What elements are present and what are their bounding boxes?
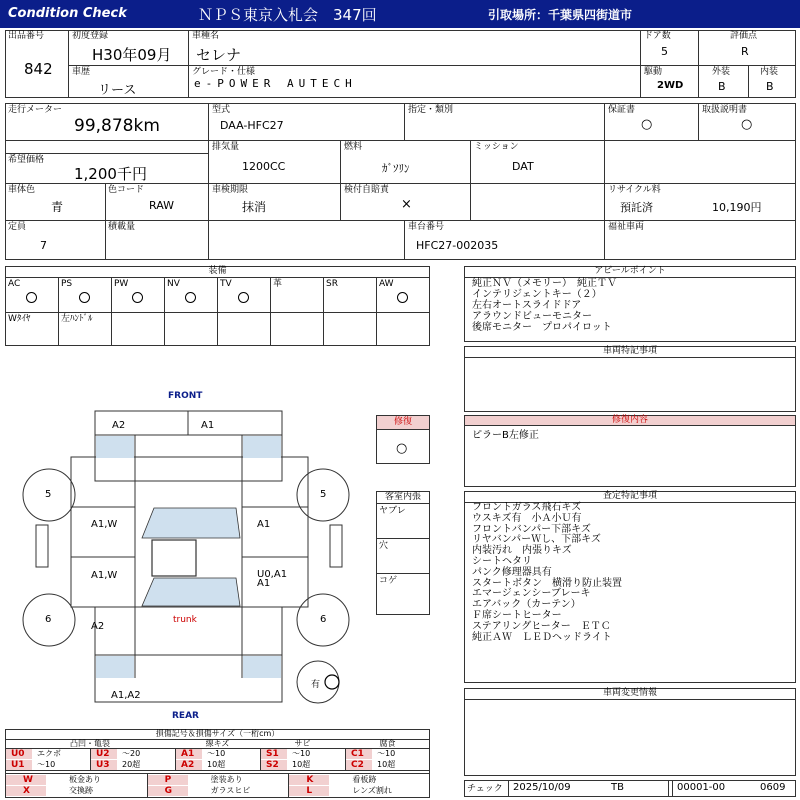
inspection-note-line: フロントバンパー下部キズ xyxy=(472,523,591,535)
wheel-rear-left: 6 xyxy=(45,614,52,625)
legend-desc: ～10 xyxy=(207,749,226,758)
equipment-col-3: NV xyxy=(167,279,180,289)
inspection-notes-title: 査定特記事項 xyxy=(602,491,657,501)
legend-code: S2 xyxy=(266,760,279,770)
change-info-frame xyxy=(464,688,796,776)
equipment-col-4: TV xyxy=(220,279,232,289)
designation-label: 指定・類別 xyxy=(408,105,454,115)
mission-value: DAT xyxy=(512,160,534,173)
repair-detail-title: 修復内容 xyxy=(611,415,648,425)
fuel-value: ｶﾞｿﾘﾝ xyxy=(382,162,410,175)
legend-code: U2 xyxy=(96,749,110,759)
legend-desc: 板金あり xyxy=(69,775,101,784)
diagram-label-front-right: A1 xyxy=(201,420,215,431)
inspection-note-line: ウスキズ有 小Ａ小Ｕ有 xyxy=(472,512,582,524)
equipment-col-7: AW xyxy=(379,279,394,289)
interior-label: 内装 xyxy=(760,67,779,77)
equipment-mark-7 xyxy=(397,292,408,303)
equipment-title: 装備 xyxy=(208,266,227,276)
inspection-note-line: ステアリングヒーター ＥＴＣ xyxy=(472,620,611,632)
recycle-value: 10,190円 xyxy=(712,201,762,214)
legend-desc: ～10 xyxy=(377,749,396,758)
legend-desc: エクボ xyxy=(37,749,61,758)
mileage-label: 走行メーター xyxy=(8,105,63,115)
diagram-label-right-rear-door: U0,A1 A1 xyxy=(257,569,288,589)
legend-desc: 看板跡 xyxy=(352,775,377,784)
legend-desc: 塗装あり xyxy=(210,775,243,784)
legend-code: U3 xyxy=(96,760,110,770)
equipment-col-0: AC xyxy=(8,279,21,289)
legend-desc: 10超 xyxy=(292,760,311,769)
appeal-lines xyxy=(472,278,617,333)
inspection-note-line: エマージェンシーブレーキ xyxy=(472,588,591,600)
appeal-line: 左右オートスライドドア xyxy=(472,300,582,311)
appeal-title: アピールポイント xyxy=(594,266,666,276)
appeal-line: 後席モニター プロパイロット xyxy=(472,322,612,333)
inspection-note-line: スタートボタン 横滑り防止装置 xyxy=(472,577,622,589)
legend-group-2: サビ xyxy=(294,739,311,748)
lot-label: 出品番号 xyxy=(8,31,45,41)
appeal-line: アラウンドビューモニター xyxy=(472,311,592,322)
equipment-mark-1 xyxy=(79,292,90,303)
cabin-title: 客室内張 xyxy=(384,492,421,502)
insurance-value: × xyxy=(401,197,412,212)
welfare-label: 福祉車両 xyxy=(608,222,645,232)
legend-code: W xyxy=(23,775,33,785)
legend-desc: ～10 xyxy=(292,749,311,758)
spare-tire-label: 有 xyxy=(311,680,321,690)
inspection-note-line: 内装汚れ 内張りキズ xyxy=(472,545,572,557)
legend-desc: ～10 xyxy=(37,760,56,769)
inspection-note-line: パンク修理器具有 xyxy=(472,566,552,578)
doors-label: ドア数 xyxy=(644,31,671,41)
legend-code: A1 xyxy=(181,749,195,759)
legend-desc: レンズ割れ xyxy=(352,786,392,795)
history-label: 車歴 xyxy=(72,67,91,77)
footer-code: TB xyxy=(611,782,624,793)
equipment-col-5: 革 xyxy=(273,279,283,289)
legend-group-1: 線キズ xyxy=(205,739,230,748)
body-color-value: 青 xyxy=(51,200,64,214)
model-label: 型式 xyxy=(212,105,231,115)
appeal-line: インテリジェントキー（２） xyxy=(472,289,602,300)
interior-value: B xyxy=(766,80,774,93)
insurance-label: 検付自賠責 xyxy=(344,185,390,195)
score-value: R xyxy=(741,45,749,58)
legend-desc: 10超 xyxy=(207,760,226,769)
legend-desc: ガラスヒビ xyxy=(210,786,251,795)
drive-value: 2WD xyxy=(657,80,684,91)
header-bar xyxy=(0,0,800,28)
diagram-label-left-front-door: A1,W xyxy=(91,519,118,530)
equipment-col-2: PW xyxy=(114,279,129,289)
legend-code: X xyxy=(23,786,30,796)
diagram-label-left-rear: A2 xyxy=(91,621,105,632)
legend-code: K xyxy=(306,775,314,785)
score-label: 評価点 xyxy=(730,31,758,41)
grade-label: グレード・仕様 xyxy=(192,67,256,77)
model-value: DAA-HFC27 xyxy=(220,119,284,132)
footer-check-label: チェック xyxy=(467,784,503,794)
inspection-note-line: 純正ＡＷ ＬＥＤヘッドライト xyxy=(472,631,612,643)
header-location: 引取場所：千葉県四街道市 xyxy=(488,8,633,22)
equipment-mark-3 xyxy=(185,292,196,303)
price-label: 希望価格 xyxy=(8,155,45,165)
inspection-note-line: Ｆ席シートヒーター xyxy=(472,609,562,621)
legend-desc: 10超 xyxy=(377,760,396,769)
cabin-tear: ヤブレ xyxy=(379,506,406,516)
inspection-label: 車検期限 xyxy=(212,185,249,195)
manual-label: 取扱説明書 xyxy=(702,105,748,115)
equipment-left-handle: 左ﾊﾝﾄﾞﾙ xyxy=(61,314,93,324)
inspection-note-line: リヤバンパーＷし、下部キズ xyxy=(472,534,601,546)
car-name-value: セレナ xyxy=(196,46,242,64)
equipment-w-tire: Wﾀｲﾔ xyxy=(8,314,31,324)
diagram-rear-label: REAR xyxy=(172,711,199,721)
warranty-value: ○ xyxy=(641,117,653,132)
diagram-trunk-label: trunk xyxy=(173,615,197,625)
equipment-mark-4 xyxy=(238,292,249,303)
legend-desc: 20超 xyxy=(122,760,141,769)
footer-number: 00001-00 xyxy=(677,782,726,793)
drive-label: 駆動 xyxy=(644,67,663,77)
header-left-title: Condition Check xyxy=(8,6,127,21)
car-name-label: 車種名 xyxy=(192,31,220,41)
chassis-label: 車台番号 xyxy=(408,222,445,232)
doors-value: 5 xyxy=(661,45,668,58)
legend-code: G xyxy=(164,786,173,796)
manual-value: ○ xyxy=(741,117,753,132)
legend-group-0: 凸凹・亀裂 xyxy=(70,739,110,748)
exterior-label: 外装 xyxy=(712,67,731,77)
legend-code: A2 xyxy=(181,760,195,770)
grade-value: e-POWER AUTECH xyxy=(194,77,357,90)
recycle-status: 預託済 xyxy=(620,201,653,214)
repair-mark: ○ xyxy=(396,441,408,456)
equipment-mark-2 xyxy=(132,292,143,303)
inspection-notes-lines xyxy=(472,503,622,643)
wheel-rear-right: 6 xyxy=(320,614,327,625)
mileage-value: 99,878km xyxy=(74,116,160,136)
inspection-note-line: フロントガラス飛石キズ xyxy=(472,502,582,513)
capacity-label: 定員 xyxy=(8,222,27,232)
legend-code: C2 xyxy=(351,760,364,770)
history-value: リース xyxy=(98,83,137,98)
first-reg-value: H30年09月 xyxy=(92,46,172,64)
displacement-label: 排気量 xyxy=(212,142,240,152)
legend-group-3: 腐食 xyxy=(379,739,396,748)
legend-code: U0 xyxy=(11,749,25,759)
appeal-line: 純正ＮＶ（メモリー） 純正ＴＶ xyxy=(472,278,617,289)
mission-label: ミッション xyxy=(474,142,519,152)
cabin-burn: コゲ xyxy=(379,576,398,586)
diagram-label-left-rear-door: A1,W xyxy=(91,570,118,581)
repair-title: 修復 xyxy=(393,417,412,427)
equipment-col-1: PS xyxy=(61,279,73,289)
capacity-value: 7 xyxy=(40,239,47,252)
cabin-hole: 穴 xyxy=(379,541,389,551)
change-info-title: 車両変更情報 xyxy=(602,688,657,698)
body-color-label: 車体色 xyxy=(8,185,36,195)
legend-desc: ～20 xyxy=(122,749,141,758)
footer-suffix: 0609 xyxy=(760,782,786,793)
diagram-front-label: FRONT xyxy=(168,391,203,401)
diagram-label-rear: A1,A2 xyxy=(111,690,141,701)
inspection-note-line: エアバック（カーテン） xyxy=(472,599,581,611)
legend-desc: 交換跡 xyxy=(69,786,93,795)
equipment-col-6: SR xyxy=(326,279,338,289)
inspection-note-line: シートヘタリ xyxy=(472,555,532,567)
legend-code: L xyxy=(306,786,313,796)
fuel-label: 燃料 xyxy=(344,142,363,152)
exterior-value: B xyxy=(718,80,726,93)
recycle-label: リサイクル料 xyxy=(608,185,661,195)
lot-value: 842 xyxy=(24,60,53,78)
chassis-value: HFC27-002035 xyxy=(416,239,499,252)
repair-detail-text: ピラーB左修正 xyxy=(472,430,539,441)
car-diagram xyxy=(0,400,370,712)
legend-code: U1 xyxy=(11,760,25,770)
legend-code: S1 xyxy=(266,749,279,759)
first-reg-label: 初度登録 xyxy=(72,31,109,41)
header-center-title: ＮＰＳ東京入札会 347回 xyxy=(198,6,377,24)
color-code-label: 色コード xyxy=(108,185,145,195)
inspection-value: 抹消 xyxy=(242,200,267,214)
load-label: 積載量 xyxy=(108,222,136,232)
warranty-label: 保証書 xyxy=(608,105,636,115)
equipment-mark-0 xyxy=(26,292,37,303)
legend-code: C1 xyxy=(351,749,364,759)
wheel-front-left: 5 xyxy=(45,489,52,500)
special-title: 車両特記事項 xyxy=(602,346,657,356)
legend-code: P xyxy=(164,775,172,785)
color-code-value: RAW xyxy=(149,199,174,212)
legend-title: 損傷記号＆損傷サイズ（一桁cm） xyxy=(155,729,280,738)
footer-date: 2025/10/09 xyxy=(513,782,571,793)
displacement-value: 1200CC xyxy=(242,160,286,173)
diagram-label-front-left: A2 xyxy=(112,420,126,431)
diagram-label-right-front-door: A1 xyxy=(257,519,271,530)
wheel-front-right: 5 xyxy=(320,489,327,500)
price-value: 1,200千円 xyxy=(74,165,147,183)
